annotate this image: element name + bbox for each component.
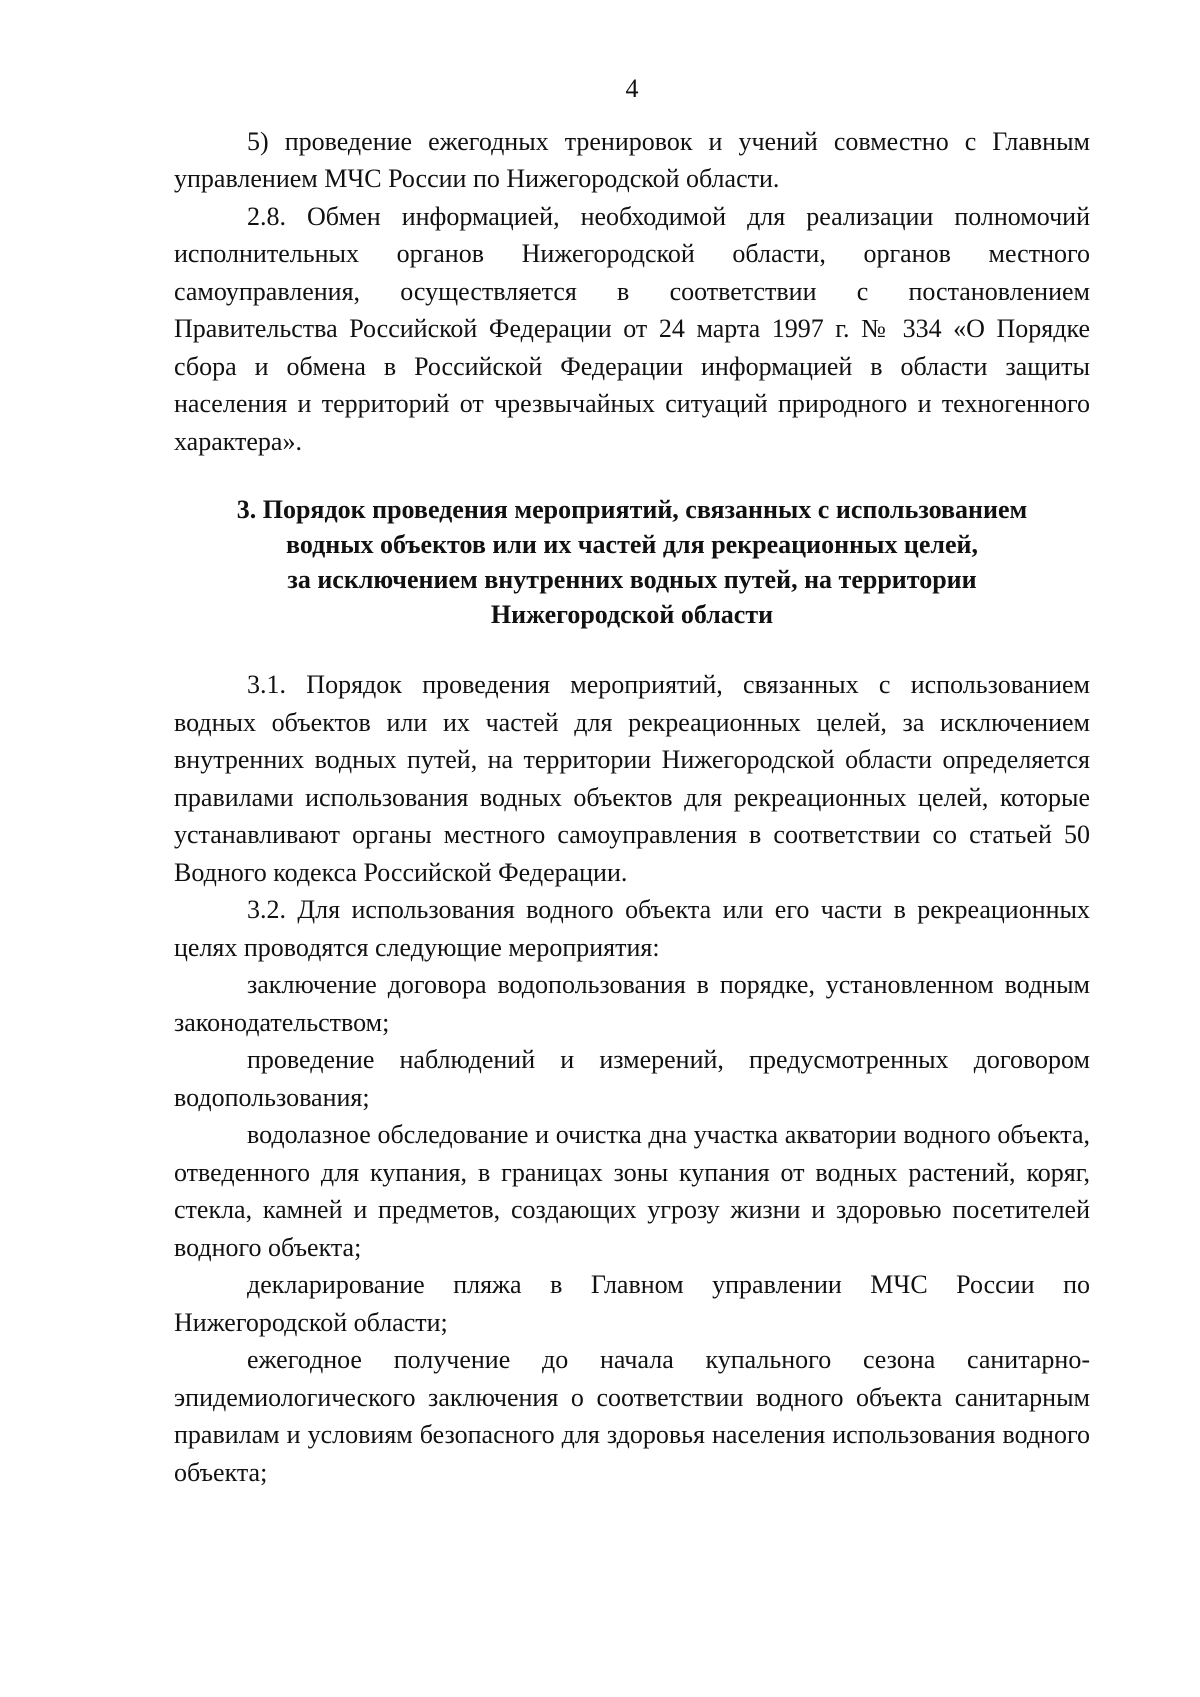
- list-item-beach-declaration: декларирование пляжа в Главном управлении МЧС России по Нижегородской области;: [174, 1270, 1090, 1337]
- list-item-diving-survey: водолазное обследование и очистка дна участка акватории водного объекта, отведенного для купания, в границах зоны купания от водных растений, коряг, стекла, камней и предметов, создающих угрозу жизни и здоровью посетителей водного объекта;: [174, 1120, 1090, 1262]
- paragraph-2-8: 2.8. Обмен информацией, необходимой для реализации полномочий исполнительных органов Нижегородской области, органов местного самоуправления, осуществляется в соответствии с постановлением Правительства Российской Федерации от 24 марта 1997 г. № 334 «О Порядке сбора и обмена в Российской Федерации информацией в области защиты населения и территорий от чрезвычайных ситуаций природного и техногенного характера».: [174, 201, 1090, 456]
- paragraph-3-1: 3.1. Порядок проведения мероприятий, связанных с использованием водных объектов или их частей для рекреационных целей, за исключением внутренних водных путей, на территории Нижегородской области определяется правилами использования водных объектов для рекреационных целей, которые устанавливают органы местного самоуправления в соответствии со статьей 50 Водного кодекса Российской Федерации.: [174, 670, 1090, 887]
- document-page: [174, 70, 1090, 1491]
- list-item-contract: заключение договора водопользования в порядке, установленном водным законодательством;: [174, 970, 1090, 1037]
- list-item-sanitary-conclusion: ежегодное получение до начала купального сезона санитарно-эпидемиологического заключения о соответствии водного объекта санитарным правилам и условиям безопасного для здоровья населения использования водного объекта;: [174, 1345, 1090, 1487]
- paragraph-3-2: 3.2. Для использования водного объекта или его части в рекреационных целях проводятся следующие мероприятия:: [174, 895, 1090, 962]
- section-heading-line: водных объектов или их частей для рекреационных целей,: [285, 530, 979, 559]
- section-heading-3: [174, 492, 1090, 632]
- paragraph-item-5: 5) проведение ежегодных тренировок и учений совместно с Главным управлением МЧС России по Нижегородской области.: [174, 126, 1090, 193]
- section-heading-line: Нижегородской области: [490, 600, 774, 629]
- section-heading-line: за исключением внутренних водных путей, на территории: [287, 565, 977, 594]
- page-number: 4: [625, 74, 639, 103]
- section-heading-line: 3. Порядок проведения мероприятий, связанных с использованием: [236, 495, 1028, 524]
- list-item-observations: проведение наблюдений и измерений, предусмотренных договором водопользования;: [174, 1045, 1090, 1112]
